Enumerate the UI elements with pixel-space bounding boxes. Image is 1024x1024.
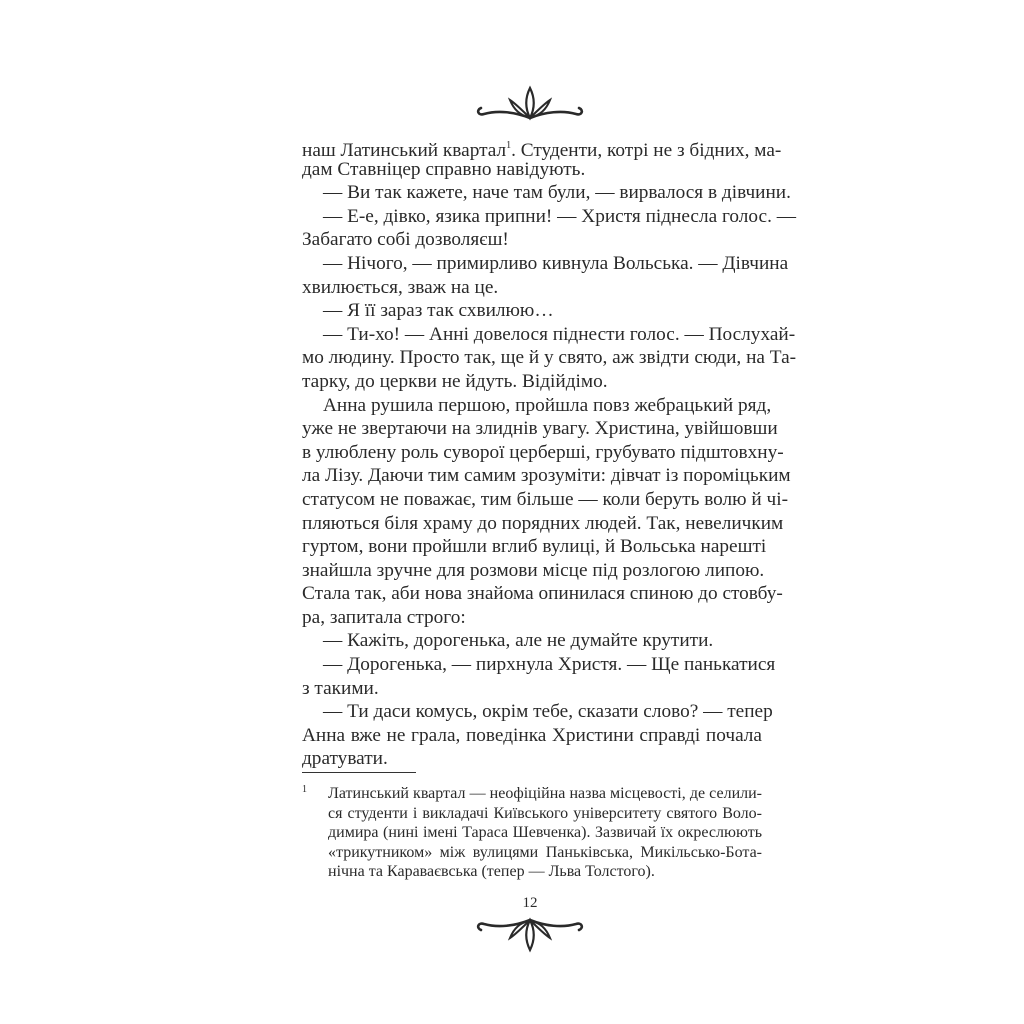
text-line — [302, 700, 773, 724]
text-line — [302, 629, 762, 653]
text-line-content: Анна рушила першою, пройшла повз жебрацький ряд, — [323, 394, 772, 416]
text-line-content: — Е-е, дівко, язика припни! — Христя піднесла голос. — — [323, 205, 797, 227]
text-line — [302, 417, 778, 441]
text-line-content: — Нічого, — примирливо кивнула Вольська. — Дівчина — [323, 252, 789, 274]
text-line — [302, 464, 791, 488]
text-line — [302, 512, 784, 536]
text-line — [302, 205, 797, 229]
text-line — [302, 724, 762, 748]
text-line-content: — Ти-хо! — Анні довелося піднести голос. — Послухай- — [323, 323, 796, 345]
page-number: 12 — [522, 895, 538, 911]
text-line-content: Анна вже не грала, поведінка Христини справді почала — [302, 724, 762, 746]
text-line-content: наш Латинський квартал — [302, 140, 507, 161]
footnote-line: ся студенти і викладачі Київського університету святого Воло- — [328, 804, 762, 822]
text-line — [302, 559, 765, 583]
footnote-line: нічна та Караваєвська (тепер — Льва Толстого). — [328, 863, 655, 881]
text-line — [302, 582, 783, 606]
text-line-content: ра, запитала строго: — [302, 606, 466, 628]
text-line-content: хвилюється, зваж на це. — [302, 276, 499, 298]
text-line — [302, 394, 772, 418]
text-line-content: знайшла зручне для розмови місце під розлогою липою. — [302, 559, 765, 581]
text-line-content: уже не звертаючи на злиднів увагу. Христина, увійшовши — [302, 418, 778, 440]
text-line — [302, 134, 782, 161]
text-line-content: Забагато собі дозволяєш! — [302, 229, 509, 251]
text-line — [302, 535, 767, 559]
text-line-content: в улюблену роль суворої церберші, грубувато підштовхну- — [302, 441, 784, 463]
text-line — [302, 488, 789, 512]
text-line — [302, 228, 762, 252]
text-line-content: гуртом, вони пройшли вглиб вулиці, й Вольська нарешті — [302, 536, 767, 558]
footnote-line: Латинський квартал — неофіційна назва місцевості, де селили- — [328, 785, 762, 802]
text-line-content: дратувати. — [302, 748, 388, 770]
text-line-content: . Студенти, котрі не з бідних, ма- — [511, 140, 782, 161]
footnote-line: «трикутником» між вулицями Паньківська, Микільсько-Бота- — [328, 843, 762, 861]
footnote — [302, 784, 762, 882]
text-line — [302, 158, 762, 182]
text-line-content: з такими. — [302, 677, 379, 699]
text-line — [302, 323, 796, 347]
text-line-content: ла Лізу. Даючи тим самим зрозуміти: дівчат із пороміцьким — [302, 465, 791, 487]
footnote-line: димира (нині імені Тараса Шевченка). Зазвичай їх окреслюють — [328, 824, 762, 842]
text-line — [302, 252, 789, 276]
text-line — [302, 677, 762, 701]
text-line — [302, 346, 797, 370]
text-line-content: мо людину. Просто так, ще й у свято, аж звідти сюди, на Та- — [302, 347, 797, 369]
text-line-content: пляються біля храму до порядних людей. Так, невеличким — [302, 512, 784, 534]
footnote-reference[interactable]: 1 — [506, 140, 512, 151]
text-line — [302, 181, 791, 205]
text-line-content: — Кажіть, дорогенька, але не думайте крутити. — [323, 630, 714, 652]
text-line — [302, 606, 762, 630]
text-line-content: — Ви так кажете, наче там були, — вирвалося в дівчини. — [323, 182, 791, 204]
ornament-bottom-icon — [470, 914, 590, 954]
text-line-content: Стала так, аби нова знайома опинилася спиною до стовбу- — [302, 583, 783, 605]
text-line — [302, 299, 762, 323]
text-line-content: дам Ставніцер справно навідують. — [302, 158, 586, 180]
text-line — [302, 276, 762, 300]
ornament-top-icon — [470, 84, 590, 124]
text-line-content: — Я її зараз так схвилюю… — [323, 300, 554, 322]
body-text — [302, 134, 797, 771]
text-line — [302, 370, 762, 394]
footnote-divider — [302, 772, 416, 773]
footnote-mark: 1 — [302, 784, 307, 795]
text-line — [302, 441, 784, 465]
text-line-content: тарку, до церкви не йдуть. Відійдімо. — [302, 370, 608, 392]
text-line — [302, 653, 776, 677]
text-line-content: — Дорогенька, — пирхнула Христя. — Ще панькатися — [323, 654, 776, 676]
text-line — [302, 747, 762, 771]
text-line-content: статусом не поважає, тим більше — коли беруть волю й чі- — [302, 488, 789, 510]
text-line-content: — Ти даси комусь, окрім тебе, сказати слово? — тепер — [323, 701, 773, 723]
